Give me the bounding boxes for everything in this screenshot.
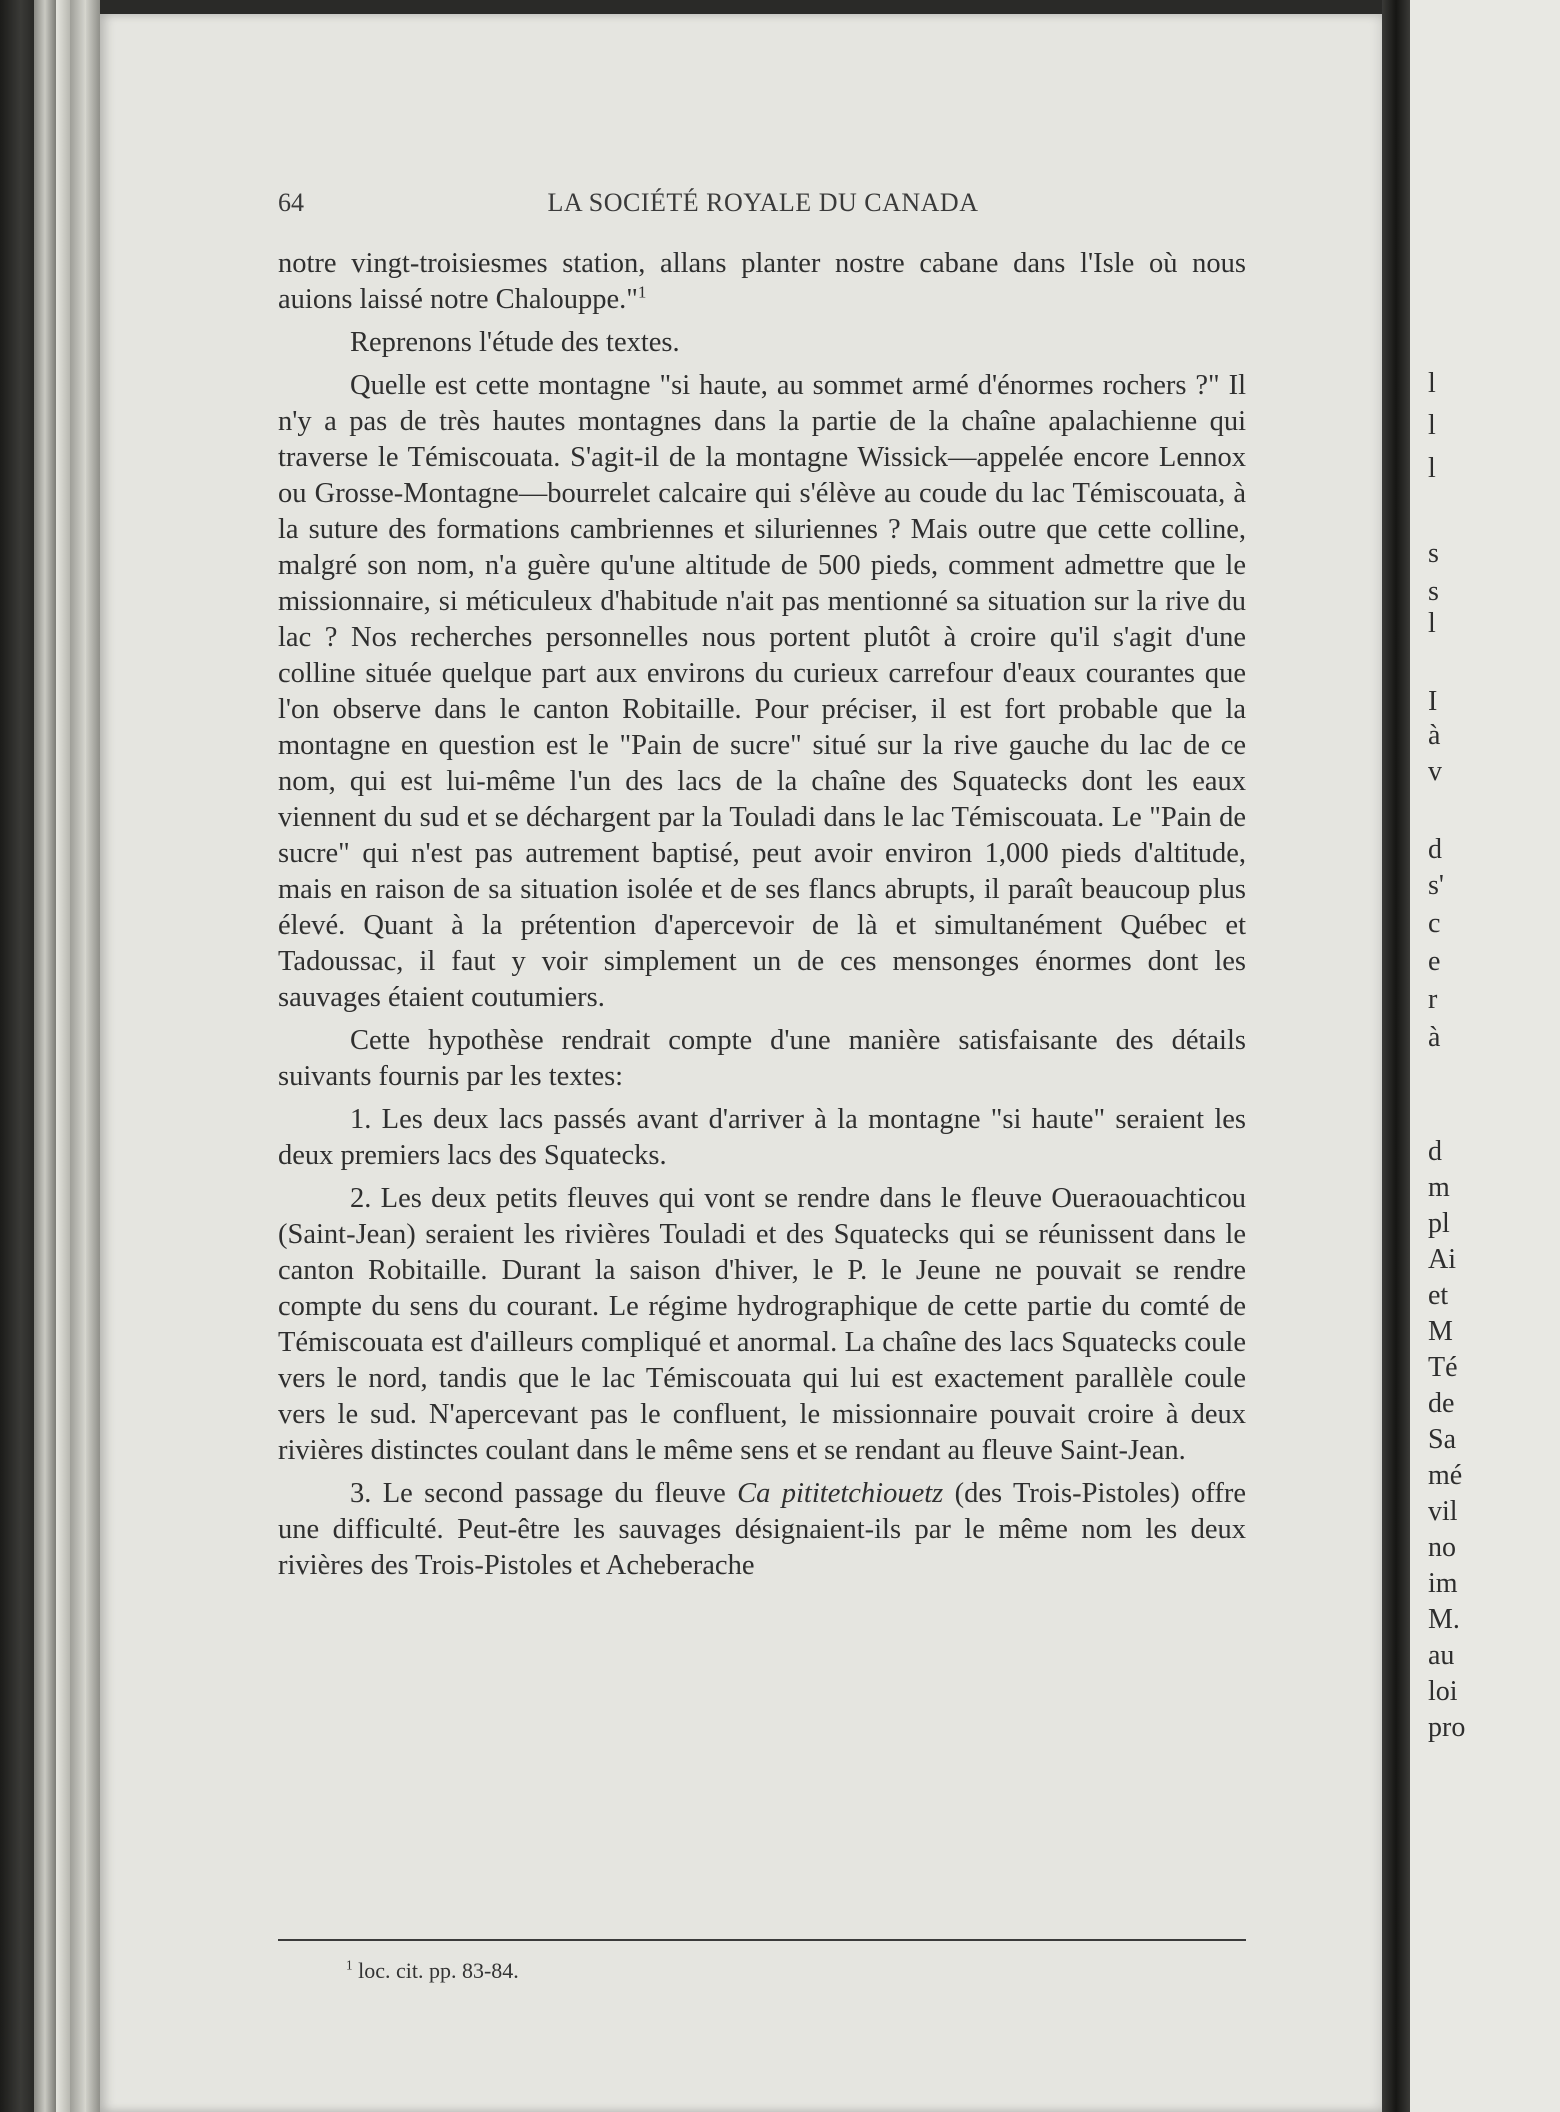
next-page-line: m	[1428, 1172, 1450, 1203]
next-page-line: loi	[1428, 1676, 1458, 1707]
next-page-line: no	[1428, 1532, 1456, 1563]
next-page-line: c	[1428, 908, 1441, 939]
paragraph	[278, 246, 1246, 318]
footnote-ref: 1	[637, 282, 647, 302]
paragraph: 1. Les deux lacs passés avant d'arriver à la montagne "si haute" seraient les deux premiers lacs des Squatecks.	[278, 1104, 1246, 1171]
page-number: 64	[278, 188, 304, 217]
next-page-line: l	[1428, 608, 1436, 639]
next-page-line: Té	[1428, 1352, 1458, 1383]
next-page-line: s	[1428, 538, 1439, 569]
next-page-line: au	[1428, 1640, 1455, 1671]
book-edge-dark	[0, 0, 34, 2112]
footnote	[346, 1958, 519, 1984]
paragraph: Cette hypothèse rendrait compte d'une manière satisfaisante des détails suivants fournis par les textes:	[278, 1025, 1246, 1092]
body-text	[278, 246, 1246, 1591]
next-page-line: pl	[1428, 1208, 1450, 1239]
next-page-line: M.	[1428, 1604, 1460, 1635]
next-page-line: M	[1428, 1316, 1453, 1347]
paragraph: Quelle est cette montagne "si haute, au sommet armé d'énormes rochers ?" Il n'y a pas de très hautes montagnes dans la partie de la chaîne apalachienne qui traverse le Témiscouata. S'agit-il de la montagne Wissick—appelée encore Lennox ou Grosse-Montagne—bourrelet calcaire qui s'élève au coude du lac Témiscouata, à la suture des formations cambriennes et siluriennes ? Mais outre que cette colline, malgré son nom, n'a guère qu'une altitude de 500 pieds, comment admettre que le missionnaire, si méticuleux d'habitude n'ait pas mentionné sa situation sur la rive du lac ? Nos recherches personnelles nous portent plutôt à croire qu'il s'agit d'une colline située quelque part aux environs du curieux carrefour d'eaux courantes que l'on observe dans le canton Robitaille. Pour préciser, il est fort probable que la montagne en question est le "Pain de sucre" situé sur la rive gauche du lac de ce nom, qui est lui-même l'un des lacs de la chaîne des Squatecks dont les eaux viennent du sud et se déchargent par la Touladi dans le lac Témiscouata. Le "Pain de sucre" qui n'est pas autrement baptisé, peut avoir environ 1,000 pieds d'altitude, mais en raison de sa situation isolée et de ses flancs abrupts, il paraît beaucoup plus élevé. Quant à la prétention d'apercevoir de là et simultanément Québec et Tadoussac, il faut y voir simplement un de ces mensonges énormes dont les sauvages étaient coutumiers.	[278, 370, 1246, 1013]
footnote-mark: 1	[346, 1957, 353, 1973]
page-header	[278, 188, 1248, 224]
next-page-line: mé	[1428, 1460, 1463, 1491]
footnote-text: loc. cit. pp. 83-84.	[358, 1958, 519, 1983]
next-page-line: vil	[1428, 1496, 1458, 1527]
book-page-stack	[34, 0, 56, 2112]
paragraph: 2. Les deux petits fleuves qui vont se rendre dans le fleuve Oueraouachticou (Saint-Jean) seraient les rivières Touladi et des Squatecks qui se réunissent dans le canton Robitaille. Durant la saison d'hiver, le P. le Jeune ne pouvait se rendre compte du sens du courant. Le régime hydrographique de cette partie du comté de Témiscouata est d'ailleurs compliqué et anormal. La chaîne des lacs Squatecks coule vers le nord, tandis que le lac Témiscouata qui lui est exactement parallèle coule vers le sud. N'apercevant pas le confluent, le missionnaire pouvait croire à deux rivières distinctes coulant dans le même sens et se rendant au fleuve Saint-Jean.	[278, 1183, 1246, 1466]
next-page-line: s'	[1428, 870, 1444, 901]
next-page-line: pro	[1428, 1712, 1466, 1743]
next-page-line: v	[1428, 756, 1442, 787]
next-page-line: l	[1428, 453, 1436, 484]
next-page-line: Ai	[1428, 1244, 1456, 1275]
next-page-line: à	[1428, 1022, 1441, 1053]
next-page-line: de	[1428, 1388, 1455, 1419]
book-page-stack	[70, 0, 86, 2112]
footnote-rule	[278, 1939, 1246, 1941]
next-page-line: l	[1428, 410, 1436, 441]
next-page-line: à	[1428, 720, 1441, 751]
paragraph	[278, 1476, 1246, 1584]
running-title: LA SOCIÉTÉ ROYALE DU CANADA	[547, 188, 979, 217]
book-gutter	[1382, 0, 1410, 2112]
river-name: Ca pititetchiouetz	[737, 1478, 944, 1509]
book-page-stack	[86, 0, 100, 2112]
next-page-line: r	[1428, 984, 1438, 1015]
next-page-line: l	[1428, 368, 1436, 399]
next-page-line: im	[1428, 1568, 1458, 1599]
paragraph-text: (des Trois-Pistoles) offre une difficulté. Peut-être les sauvages désignaient-ils par le même nom les deux rivières des Trois-Pistoles et Acheberache	[278, 1478, 1247, 1581]
paragraph: Reprenons l'étude des textes.	[350, 327, 680, 358]
next-page-line: et	[1428, 1280, 1449, 1311]
next-page-line: d	[1428, 834, 1442, 865]
book-page-stack	[56, 0, 70, 2112]
next-page-line: d	[1428, 1136, 1442, 1167]
next-page-line: s	[1428, 576, 1439, 607]
next-page-line: I	[1428, 686, 1438, 717]
next-page-fragment	[1410, 0, 1560, 2112]
next-page-line: e	[1428, 946, 1441, 977]
next-page-line: Sa	[1428, 1424, 1456, 1455]
paragraph-text: notre vingt-troisiesmes station, allans planter nostre cabane dans l'Isle où nous auions laissé notre Chalouppe."	[278, 248, 1246, 315]
paragraph-text: 3. Le second passage du fleuve	[350, 1478, 738, 1509]
